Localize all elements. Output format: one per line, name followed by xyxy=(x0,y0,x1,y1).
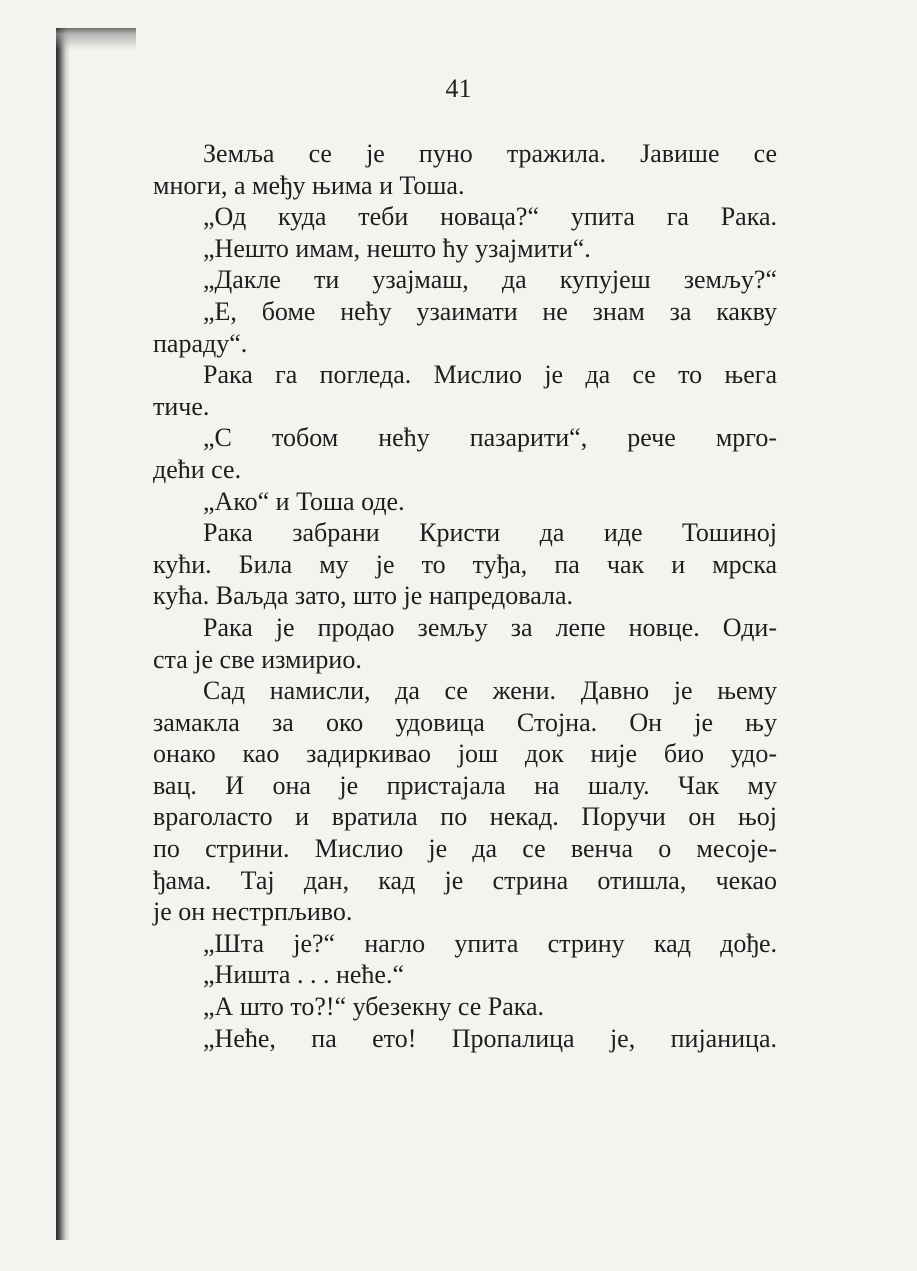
text-line: ђама. Тај дан, кад је стрина отишла, чекао xyxy=(153,865,777,895)
text-line: „Од куда теби новаца?“ упита га Рака. xyxy=(203,202,777,232)
text-line: многи, а међу њима и Тоша. xyxy=(153,170,465,200)
text-line: по стрини. Мислио је да се венча о месоје- xyxy=(153,834,777,864)
text-line: кући. Била му је то туђа, па чак и мрска xyxy=(153,549,777,579)
text-line: Сад намисли, да се жени. Давно је њему xyxy=(203,676,777,706)
text-line: тиче. xyxy=(153,391,210,421)
text-line: „С тобом нећу пазарити“, рече мрго- xyxy=(203,423,777,453)
text-line: је он нестрпљиво. xyxy=(153,897,353,927)
text-line: Рака забрани Кристи да иде Тошиној xyxy=(203,518,777,548)
text-line: „Е, боме нећу узаимати не знам за какву xyxy=(203,296,777,326)
text-line: „Дакле ти узајмаш, да купујеш земљу?“ xyxy=(203,265,777,295)
text-line: онако као задиркивао још док није био удо- xyxy=(153,739,777,769)
text-line: „А што то?!“ убезекну се Рака. xyxy=(203,992,545,1022)
text-line: „Нешто имам, нешто ћу узајмити“. xyxy=(203,233,591,263)
text-line: Рака је продао земљу за лепе новце. Оди- xyxy=(203,612,777,642)
text-line: „Ако“ и Тоша оде. xyxy=(203,486,405,516)
text-line: ста је све измирио. xyxy=(153,644,362,674)
text-line: „Ништа . . . неће.“ xyxy=(203,960,405,990)
text-line: Земља се је пуно тражила. Јавише се xyxy=(203,139,777,168)
text-line: „Шта је?“ нагло упита стрину кад дође. xyxy=(203,928,777,958)
page-spine-shadow xyxy=(56,28,70,1240)
text-line: дећи се. xyxy=(153,454,242,484)
page-corner-shadow xyxy=(56,28,136,50)
text-line: Рака га погледа. Мислио је да се то њега xyxy=(203,360,777,390)
text-line: замакла за око удовица Стојна. Он је њу xyxy=(153,707,777,737)
text-line: враголасто и вратила по некад. Поручи он њој xyxy=(153,802,777,832)
text-line: параду“. xyxy=(153,328,248,358)
text-line: вац. И она је пристајала на шалу. Чак му xyxy=(153,770,777,800)
body-text xyxy=(153,138,777,1054)
text-line: кућа. Ваљда зато, што је напредовала. xyxy=(153,581,573,611)
text-line: „Неће, па ето! Пропалица је, пијаница. xyxy=(203,1023,777,1053)
page-number: 41 xyxy=(445,74,472,103)
